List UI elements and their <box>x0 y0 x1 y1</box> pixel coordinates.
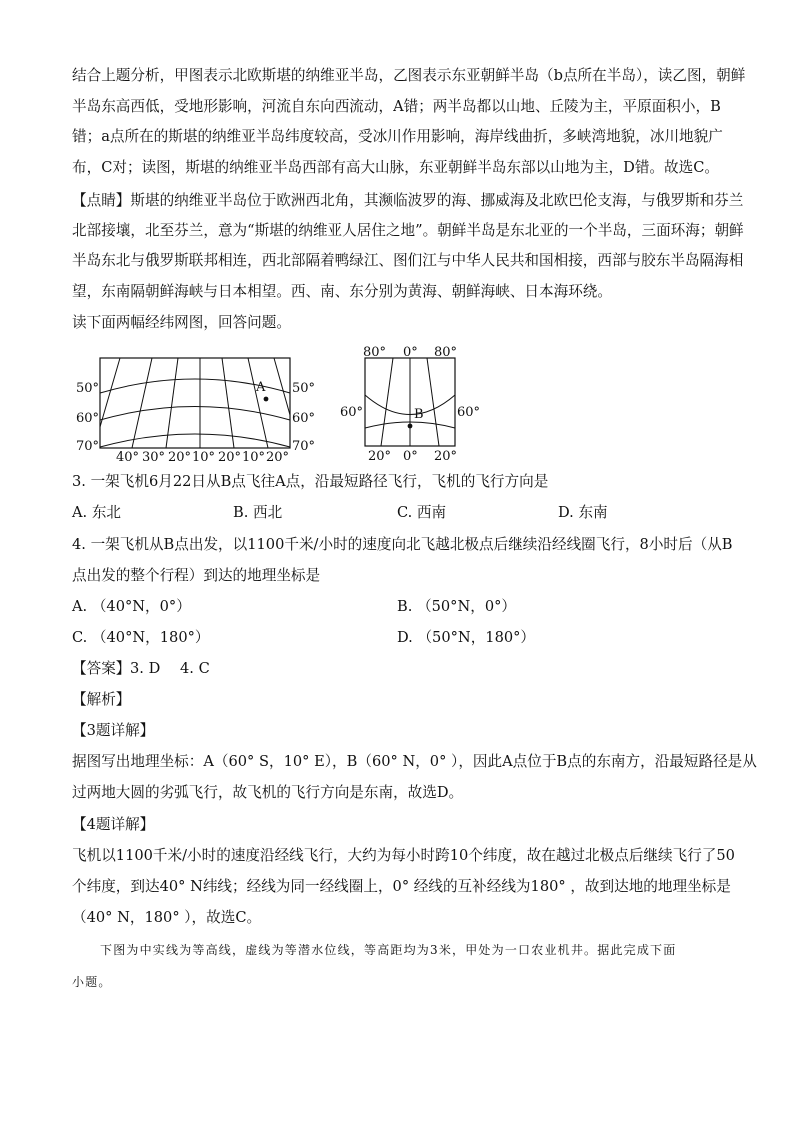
lon-label-bottom: 10° <box>192 450 216 465</box>
paragraph-line: 结合上题分析，甲图表示北欧斯堪的纳维亚半岛，乙图表示东亚朝鲜半岛（b点所在半岛），读乙图，朝鲜 <box>72 67 746 84</box>
q3-detail-line: 据图写出地理坐标：A（60° S，10° E），B（60° N，0° ），因此A点位于B点的东南方，沿最短路径是从 <box>72 753 757 770</box>
lat-label-left: 60° <box>340 405 364 420</box>
lon-label-bottom: 10° <box>242 450 266 465</box>
next-intro-line: 小题。 <box>72 975 112 989</box>
latitude-line <box>100 434 290 447</box>
meridian-line <box>427 358 439 446</box>
question-4-stem: 点出发的整个行程）到达的地理坐标是 <box>72 567 321 584</box>
lat-label-left: 50° <box>76 381 100 396</box>
lat-label-left: 60° <box>76 411 100 426</box>
q3-detail-line: 过两地大圆的劣弧飞行，故飞机的飞行方向是东南，故选D。 <box>72 784 464 801</box>
paragraph-line: 错；a点所在的斯堪的纳维亚半岛纬度较高，受冰川作用影响，海岸线曲折，多峡湾地貌，冰川地貌广 <box>72 128 723 145</box>
next-intro-line: 下图为中实线为等高线，虚线为等潜水位线，等高距均为3米，甲处为一口农业机井。据此完成下面 <box>100 943 677 957</box>
lon-label-bottom: 30° <box>142 450 166 465</box>
paragraph-line: 半岛东高西低，受地形影响，河流自东向西流动，A错；两半岛都以山地、丘陵为主，平原面积小，B <box>72 98 721 115</box>
answer-label: 【答案】 <box>72 660 131 677</box>
q4-option-d: D. （50°N，180°） <box>397 629 536 646</box>
lon-label-bottom: 20° <box>168 450 192 465</box>
graticule-left-svg <box>60 345 330 465</box>
lon-label-bottom: 40° <box>116 450 140 465</box>
answer-q4: 4. C <box>180 660 210 677</box>
lon-label-bottom: 20° <box>218 450 242 465</box>
q4-detail-line: （40° N，180° ），故选C。 <box>72 909 262 926</box>
graticule-figure-left <box>60 345 330 465</box>
point-b-label: B <box>414 407 424 422</box>
question-3-stem: 3. 一架飞机6月22日从B点飞往A点，沿最短路径飞行，飞机的飞行方向是 <box>72 473 549 490</box>
q3-option-b: B. 西北 <box>233 504 283 521</box>
lon-label-bottom: 20° <box>266 450 290 465</box>
paragraph-line: 【点睛】斯堪的纳维亚半岛位于欧洲西北角，其濒临波罗的海、挪威海及北欧巴伦支海，与俄罗斯和芬兰 <box>72 192 744 209</box>
meridian-line <box>248 358 268 448</box>
graticule-figure-right <box>338 342 483 467</box>
analysis-label: 【解析】 <box>72 691 131 708</box>
meridian-line <box>222 358 234 448</box>
lat-label-right: 60° <box>457 405 481 420</box>
lon-label-top: 0° <box>403 345 418 360</box>
lat-label-left: 70° <box>76 439 100 454</box>
question-4-stem: 4. 一架飞机从B点出发，以1100千米/小时的速度向北飞越北极点后继续沿经线圈飞行，8小时后（从B <box>72 536 733 553</box>
lat-label-right: 60° <box>292 411 316 426</box>
q3-option-a: A. 东北 <box>72 504 122 521</box>
lat-label-right: 70° <box>292 439 316 454</box>
q3-option-d: D. 东南 <box>558 504 608 521</box>
paragraph-line: 望，东南隔朝鲜海峡与日本相望。西、南、东分别为黄海、朝鲜海峡、日本海环绕。 <box>72 283 612 300</box>
q4-option-b: B. （50°N，0°） <box>397 598 517 615</box>
answer-q3: 3. D <box>130 660 161 677</box>
lon-label-bottom: 20° <box>368 449 392 464</box>
point-a-marker <box>264 397 269 402</box>
point-b-marker <box>408 424 413 429</box>
paragraph-line: 北部接壤，北至芬兰，意为“斯堪的纳维亚人居住之地”。朝鲜半岛是东北亚的一个半岛，三面环海；朝鲜 <box>72 222 744 239</box>
point-a-label: A <box>256 380 266 395</box>
paragraph-line: 布，C对；读图，斯堪的纳维亚半岛西部有高大山脉，东亚朝鲜半岛东部以山地为主，D错。故选C。 <box>72 159 719 176</box>
lon-label-top: 80° <box>434 345 458 360</box>
paragraph-line: 读下面两幅经纬网图，回答问题。 <box>72 314 291 331</box>
meridian-line <box>381 358 393 446</box>
q3-option-c: C. 西南 <box>397 504 447 521</box>
q4-detail-line: 飞机以1100千米/小时的速度沿经线飞行，大约为每小时跨10个纬度，故在越过北极点后继续飞行了50 <box>72 847 735 864</box>
meridian-line <box>132 358 152 448</box>
meridian-line <box>274 358 290 415</box>
q4-detail-line: 个纬度，到达40° N纬线；经线为同一经线圈上，0° 经线的互补经线为180° ，故到达地的地理坐标是 <box>72 878 731 895</box>
q3-detail-heading: 【3题详解】 <box>72 722 155 739</box>
q4-option-c: C. （40°N，180°） <box>72 629 210 646</box>
q4-detail-heading: 【4题详解】 <box>72 816 155 833</box>
lon-label-top: 80° <box>363 345 387 360</box>
q4-option-a: A. （40°N，0°） <box>72 598 191 615</box>
lon-label-bottom: 20° <box>434 449 458 464</box>
lon-label-bottom: 0° <box>403 449 418 464</box>
paragraph-line: 半岛东北与俄罗斯联邦相连，西北部隔着鸭绿江、图们江与中华人民共和国相接，西部与胶东半岛隔海相 <box>72 252 744 269</box>
lat-label-right: 50° <box>292 381 316 396</box>
graticule-right-svg <box>338 342 483 467</box>
